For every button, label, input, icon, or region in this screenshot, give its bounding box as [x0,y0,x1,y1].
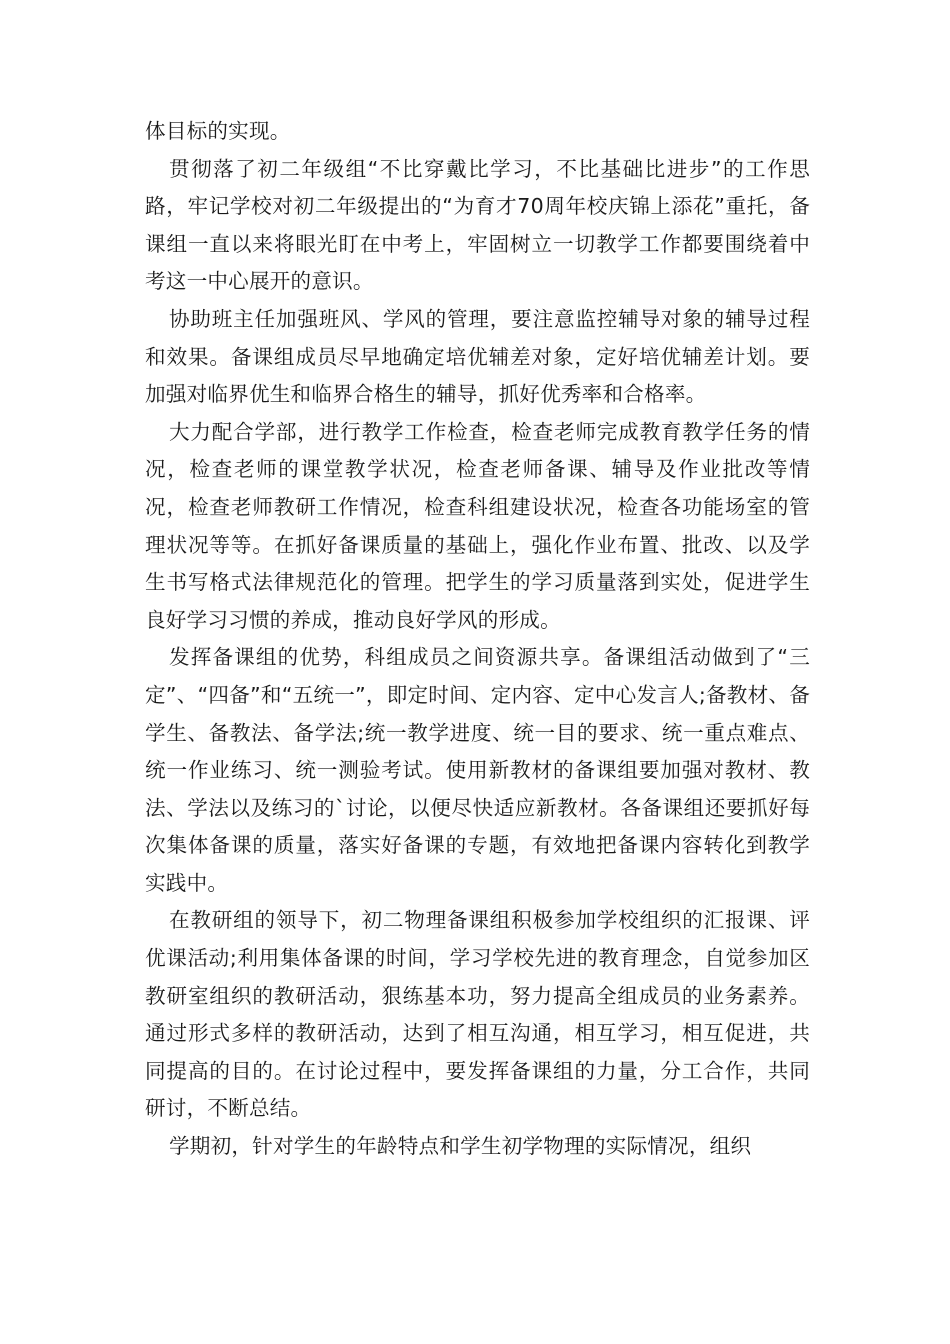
paragraph-6: 在教研组的领导下，初二物理备课组积极参加学校组织的汇报课、评优课活动;利用集体备课的时间，学习学校先进的教育理念，自觉参加区教研室组织的教研活动，狠练基本功，努力提高全组成员的业务素养。通过形式多样的教研活动，达到了相互沟通，相互学习，相互促进，共同提高的目的。在讨论过程中，要发挥备课组的力量，分工合作，共同研讨，不断总结。 [145,908,810,1121]
paragraph-3: 协助班主任加强班风、学风的管理，要注意监控辅导对象的辅导过程和效果。备课组成员尽早地确定培优辅差对象，定好培优辅差计划。要加强对临界优生和临界合格生的辅导，抓好优秀率和合格率。 [145,306,810,407]
document-body [145,113,810,1166]
paragraph-1: 体目标的实现。 [145,119,291,143]
paragraph-4: 大力配合学部，进行教学工作检查，检查老师完成教育教学任务的情况，检查老师的课堂教学状况，检查老师备课、辅导及作业批改等情况，检查老师教研工作情况，检查科组建设状况，检查各功能场室的管理状况等等。在抓好备课质量的基础上，强化作业布置、批改、以及学生书写格式法律规范化的管理。把学生的学习质量落到实处，促进学生良好学习习惯的养成，推动良好学风的形成。 [145,419,810,632]
paragraph-2: 贯彻落了初二年级组“不比穿戴比学习，不比基础比进步”的工作思路，牢记学校对初二年级提出的“为育才70周年校庆锦上添花”重托，备课组一直以来将眼光盯在中考上，牢固树立一切教学工作都要围绕着中考这一中心展开的意识。 [145,156,810,294]
paragraph-7: 学期初，针对学生的年龄特点和学生初学物理的实际情况，组织 [169,1134,752,1159]
paragraph-5: 发挥备课组的优势，科组成员之间资源共享。备课组活动做到了“三定”、“四备”和“五统一”，即定时间、定内容、定中心发言人;备教材、备学生、备教法、备学法;统一教学进度、统一目的要求、统一重点难点、统一作业练习、统一测验考试。使用新教材的备课组要加强对教材、教法、学法以及练习的`讨论，以便尽快适应新教材。各备课组还要抓好每次集体备课的质量，落实好备课的专题，有效地把备课内容转化到教学实践中。 [145,645,810,895]
